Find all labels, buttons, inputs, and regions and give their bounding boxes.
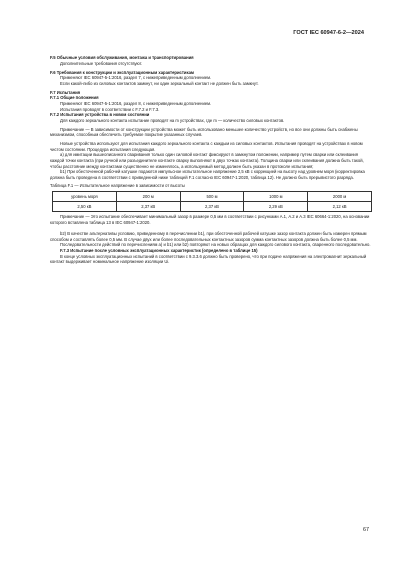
table-cell: 2,12 кВ — [308, 202, 372, 212]
table-cell: 2,37 кВ — [180, 202, 244, 212]
table-cell: 2,50 кВ — [53, 202, 117, 212]
paragraph: Для каждого зеркального контакта испытание проводят на m устройствах, где m — количество силовых контактов. — [60, 117, 285, 123]
paragraph: а) для имитации вышеописанного сваривания только один силовой контакт фиксируют в замкнутом положении, например путем сварки или склеивания каждой точки контакта (при ручной или разъединителе контакте сварку выполняют в двух точках контакта). Толщина сварки или склеивания должна быть такой, чтобы расстояние между контактами существенно не изменялось, а используемый метод должен быть указан в протоколе испытания; — [50, 152, 364, 169]
text-section-2 — [50, 214, 372, 265]
table-header-row — [53, 192, 372, 202]
section-heading: F.7.2 Испытания устройства в новом состоянии — [50, 112, 150, 118]
table-cell: 2,29 кВ — [244, 202, 308, 212]
paragraph: Примечание — Это испытание обеспечивает минимальный зазор в размере 0,5 мм в соответствии с рисунками А.1, А.2 и А.3 IEC 60664-1:2020, на основании которого вставлена таблица 13 в IEC 60947-1:2020. — [50, 214, 370, 225]
section-heading: F.7.1 Общие положения — [50, 95, 99, 101]
section-heading: F.7 Испытания — [50, 89, 81, 95]
paragraph: Применяют IEC 60947-5-1:2016, раздел 7, с нижеприведенным дополнением. — [60, 75, 212, 81]
text-section-1 — [50, 55, 372, 180]
paragraph: b2) В качестве альтернативы условию, приведенному в перечислении b1), при обесточенной рабочей катушке зазор контакта должен быть измерен прямым способом и составлять более 0,5 мм. В случае двух или более последовательных контактных зазоров сумма контактных зазоров должна быть более 0,5 мм. — [50, 231, 367, 242]
paragraph: Новые устройства используют для испытания каждого зеркального контакта с каждым из силовых контактов. Испытания проводят на устройствах в новом чистом состоянии. Процедура испытания следующая. — [50, 141, 363, 152]
paragraph: Примечание — В зависимости от конструкции устройства может быть использовано меньшее количество устройств, но все они должны быть снабжены механизмом, способным обеспечить требуемое покрытие указанных случаев. — [50, 126, 358, 138]
paragraph: Испытания проводят в соответствии с F.7.2 и F.7.3. — [60, 106, 160, 112]
altitude-voltage-table — [52, 191, 372, 212]
paragraph: Дополнительные требования отсутствуют. — [60, 60, 143, 66]
table-header-cell: 2000 м — [308, 192, 372, 202]
paragraph: В конце условных эксплуатационных испытаний в соответствии с 9.3.3.6 должно быть проверено, что при подаче напряжения на электромагнит зеркальный контакт выдерживает номинальное напряжение изоляции Ui. — [50, 253, 367, 265]
table-row — [53, 202, 372, 212]
section-heading: F.5 Обычные условия обслуживания, монтажа и транспортирования — [50, 55, 194, 60]
section-heading: F.7.3 Испытание после условных эксплуатационных характеристик (определено в таблице 15) — [60, 248, 258, 253]
table-header-cell: 1000 м — [244, 192, 308, 202]
page-header: ГОСТ IEC 60947-6-2—2024 — [293, 30, 364, 36]
paragraph: b1) При обесточенной рабочей катушке подаются импульсное испытательное напряжение 2,5 кВ с коррекцией на высоту над уровнем моря (корректировка должна быть проведена в соответствии с приведенной ниже таблицей F.1 согласно IEC 60947-1:2020, таблица 12). Не должно быть прерывистого разряда. — [50, 169, 365, 180]
paragraph: Применяют IEC 60947-5-1:2016, раздел 8, с нижеприведенным дополнением. — [60, 100, 212, 106]
table-header-cell: 500 м — [180, 192, 244, 202]
table-caption: Таблица F.1 — Испытательное напряжение в зависимости от высоты — [50, 183, 185, 189]
page-content — [50, 55, 372, 265]
paragraph: Если какой-либо из силовых контактов замкнут, ни один зеркальный контакт не должен быть замкнут. — [60, 80, 259, 86]
table-cell: 2,37 кВ — [116, 202, 180, 212]
page-number: 67 — [363, 527, 369, 533]
paragraph: Последовательности действий по перечислениям а) и b1) или b2) повторяют на новых образцах для каждого силового контакта, сваренного последовательно. — [60, 242, 371, 248]
section-heading: F.6 Требования к конструкции и эксплуатационным характеристикам — [50, 69, 195, 75]
table-header-cell: 200 м — [116, 192, 180, 202]
table-header-cell: уровень моря — [53, 192, 117, 202]
